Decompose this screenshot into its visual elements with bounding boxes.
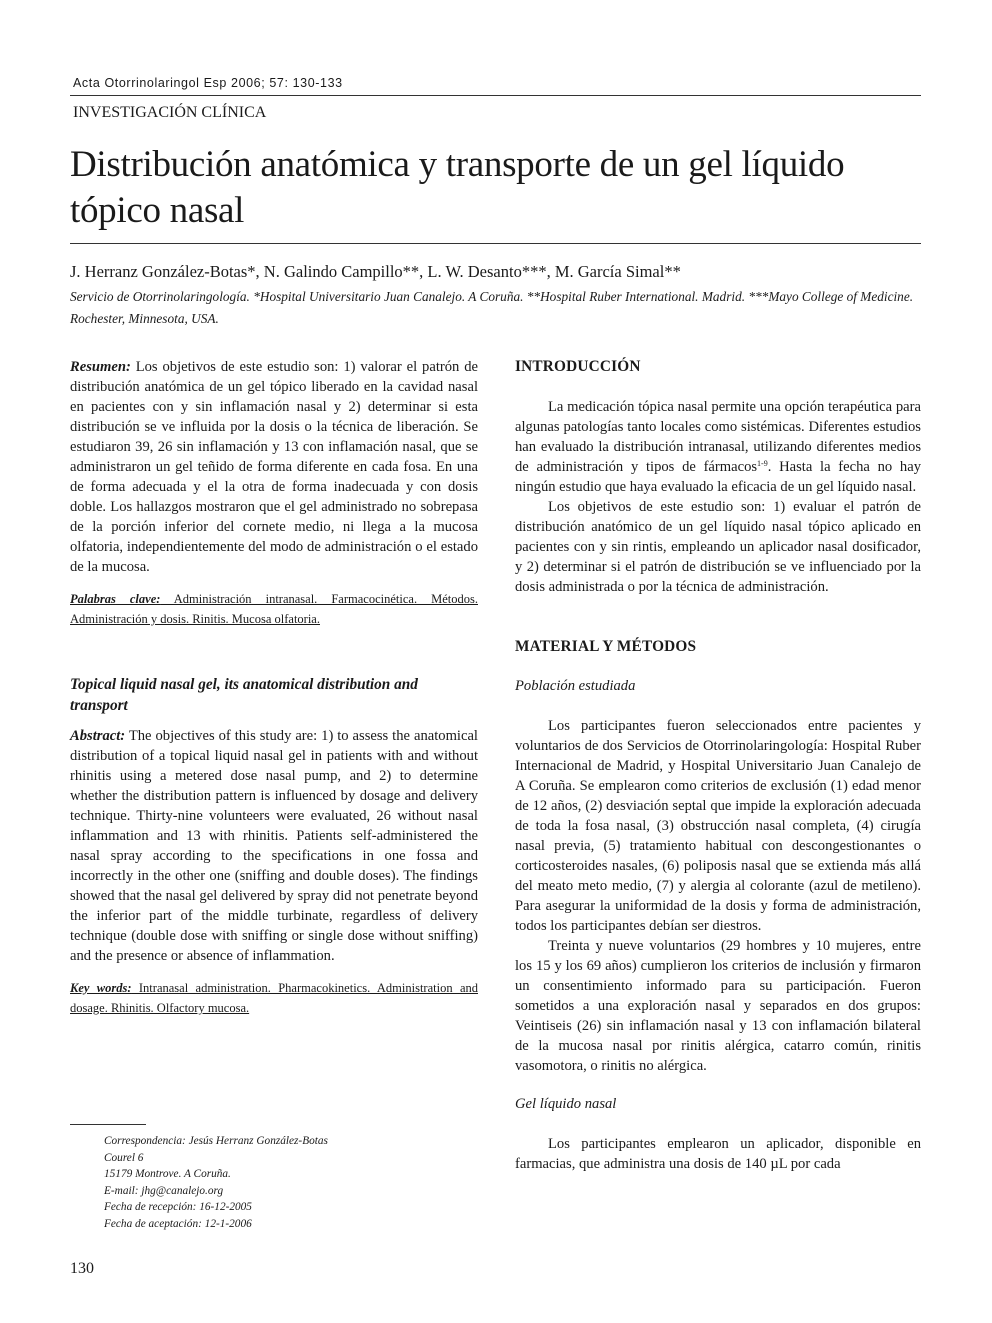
- key-words-text: Intranasal administration. Pharmacokinetics. Administration and dosage. Rhinitis. Olfactory mucosa.: [70, 981, 478, 1015]
- page-number: 130: [70, 1260, 94, 1277]
- section-label: INVESTIGACIÓN CLÍNICA: [73, 104, 267, 121]
- intro-text-end: . Hasta la fecha no hay ningún estudio que haya evaluado la eficacia de un gel líquido nasal.: [515, 459, 921, 495]
- resumen-label: Resumen:: [70, 359, 131, 375]
- key-words-label: Key words:: [70, 981, 132, 995]
- resumen-text: Los objetivos de este estudio son: 1) valorar el patrón de distribución anatómica de un gel tópico liberado en la cavidad nasal en pacientes con y sin inflamación nasal y 2) determinar si esta distribución se ve influida por la dosis o la técnica de liberación. Se estudiaron 39, 26 sin inflamación y 13 con inflamación nasal, que se administraron un gel teñido de forma diferente en cada fosa. En una de forma adecuada y el la otra de forma inadecuada y con dosis doble. Los hallazgos mostraron que el gel administrado no sobrepasa de la porción inferior del cornete medio, ni llega a la mucosa olfatoria, independientemente del modo de administración o el estado de la mucosa.: [70, 359, 478, 575]
- resumen-paragraph: [70, 357, 478, 577]
- palabras-clave-text: Administración intranasal. Farmacocinética. Métodos. Administración y dosis. Rinitis. Mucosa olfatoria.: [70, 592, 478, 626]
- correspondence-line: Correspondencia: Jesús Herranz González-Botas: [104, 1135, 328, 1147]
- title-rule: [70, 243, 921, 244]
- palabras-clave-label: Palabras clave:: [70, 592, 161, 606]
- population-paragraph-2: Treinta y nueve voluntarios (29 hombres y 10 mujeres, entre los 15 y los 69 años) cumplieron los criterios de inclusión y firmaron un consentimiento informado para su participación. Fueron sometidos a una exploración nasal y separados en dos grupos: Veintiseis (26) sin inflamación nasal y 13 con inflamación bilateral de la mucosa nasal por rinitis alérgica, catarro común, rinitis vasomotora, o rinitis no alérgica.: [515, 938, 921, 1074]
- journal-reference: Acta Otorrinolaringol Esp 2006; 57: 130-133: [73, 76, 343, 90]
- intro-heading: INTRODUCCIÓN: [515, 358, 641, 375]
- correspondence-line: E-mail: jhg@canalejo.org: [104, 1184, 224, 1197]
- correspondence-line: Courel 6: [104, 1151, 144, 1164]
- gel-heading: Gel líquido nasal: [515, 1096, 617, 1112]
- intro-text: La medicación tópica nasal permite una opción terapéutica para algunas patologías tanto locales como sistémicas. Diferentes estudios han evaluado la distribución intranasal, utilizando diferentes medios de administración y tipos de fármacos: [515, 399, 921, 475]
- footnote-rule: [70, 1124, 146, 1125]
- authors: J. Herranz González-Botas*, N. Galindo Campillo**, L. W. Desanto***, M. García Simal**: [70, 262, 681, 281]
- abstract-text: The objectives of this study are: 1) to assess the anatomical distribution of a topical liquid nasal gel in patients with and without rhinitis using a metered dose nasal pump, and 2) to determine whether the distribution pattern is influenced by dosage and delivery technique. Thirty-nine volunteers were evaluated, 26 without nasal inflammation and 13 with rhinitis. Patients self-administered the nasal spray according to the specifications in one fossa and incorrectly in the other one (sniffing and double doses). The findings showed that the nasal gel delivered by spray did not penetrate beyond the inferior part of the middle turbinate, regardless of delivery technique (double dose with sniffing or single dose without sniffing) and the presence or absence of inflammation.: [70, 728, 478, 964]
- intro-paragraph-2: Los objetivos de este estudio son: 1) evaluar el patrón de distribución anatómico de un gel líquido nasal tópico aplicado en pacientes con y sin rintis, empleando un aplicador nasal dosificador, y 2) determinar si el patrón de distribución se ve influenciado por la dosis administrada o por la técnica de administración.: [515, 499, 921, 595]
- abstract-paragraph: [70, 726, 478, 966]
- population-paragraph: Los participantes fueron seleccionados entre pacientes y voluntarios de dos Servicios de Otorrinolaringología: Hospital Ruber Internacional de Madrid, y Hospital Universitario Juan Canalejo de A Coruña. Se emplearon como criterios de exclusión (1) edad menor de 12 años, (2) desviación septal que impide la exploración adecuada de toda la fosa nasal, (3) obstrucción nasal completa, (4) cirugía nasal previa, (5) tratamiento habitual con descongestionantes o corticosteroides nasales, (6) poliposis nasal que se extienda más allá del meato meto medio, (7) y alergia al colorante (azul de metileno). Para asegurar la uniformidad de la dosis y forma de administración, todos los participantes debían ser diestros.: [515, 718, 921, 934]
- intro-paragraph: [515, 397, 921, 497]
- gel-paragraph: Los participantes emplearon un aplicador, disponible en farmacias, que administra una dosis de 140 µL por cada: [515, 1136, 921, 1172]
- correspondence-block: [104, 1133, 328, 1233]
- right-column: [515, 357, 921, 1174]
- methods-heading: MATERIAL Y MÉTODOS: [515, 638, 697, 655]
- article-title: Distribución anatómica y transporte de un gel líquido tópico nasal: [70, 144, 845, 231]
- correspondence-line: Fecha de aceptación: 12-1-2006: [104, 1217, 252, 1230]
- abstract-label: Abstract:: [70, 728, 126, 744]
- palabras-clave: [70, 589, 478, 629]
- affiliation: Servicio de Otorrinolaringología. *Hospital Universitario Juan Canalejo. A Coruña. **Hospital Ruber International. Madrid. ***Mayo College of Medicine. Rochester, Minnesota, USA.: [70, 289, 914, 326]
- english-title: Topical liquid nasal gel, its anatomical distribution and transport: [70, 676, 418, 714]
- population-heading: Población estudiada: [515, 678, 636, 694]
- correspondence-line: 15179 Montrove. A Coruña.: [104, 1168, 231, 1181]
- header-rule: [70, 95, 921, 96]
- left-column: [70, 357, 478, 1018]
- key-words: [70, 978, 478, 1018]
- reference-superscript: 1-9: [757, 459, 768, 468]
- correspondence-line: Fecha de recepción: 16-12-2005: [104, 1201, 252, 1214]
